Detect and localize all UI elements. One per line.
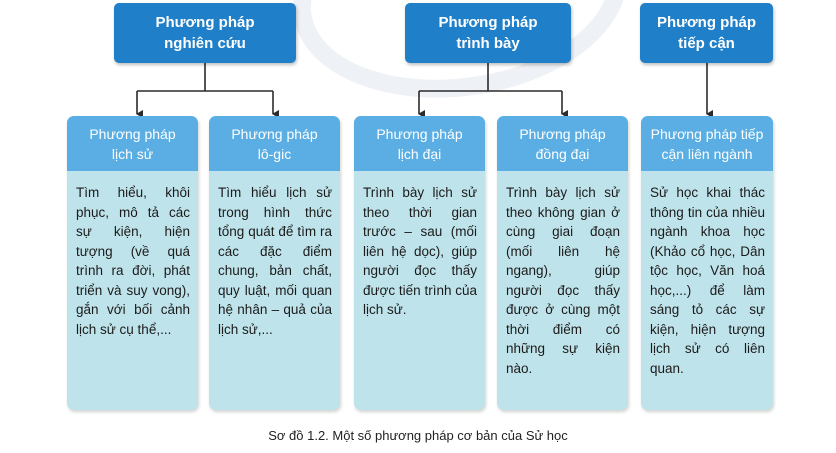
card-body-text: Trình bày lịch sử theo không gian ở cùng giai đoạn (mối liên hệ ngang), giúp người đọc thấy được ở cùng một thời điểm có những sự kiện nào. bbox=[506, 185, 620, 376]
card-lich-su bbox=[67, 116, 198, 410]
figure-caption: Sơ đồ 1.2. Một số phương pháp cơ bản của Sử học bbox=[268, 428, 568, 443]
top-box-tiep-can: Phương pháp tiếp cận bbox=[640, 3, 773, 63]
top-box-trinh-bay: Phương pháp trình bày bbox=[405, 3, 571, 63]
card-lien-nganh bbox=[641, 116, 773, 410]
card-body-text: Sử học khai thác thông tin của nhiều ngành khoa học (Khảo cổ học, Dân tộc học, Văn hoá học,...) để làm sáng tỏ các sự kiện, hiện tượng lịch sử có liên quan. bbox=[650, 185, 765, 376]
card-title: Phương pháp lô-gic bbox=[209, 116, 340, 171]
card-title: Phương pháp lịch sử bbox=[67, 116, 198, 171]
card-body-text: Trình bày lịch sử theo thời gian trước – sau (mối liên hệ dọc), giúp người đọc thấy được tiến trình của lịch sử. bbox=[363, 185, 477, 317]
card-lich-dai bbox=[354, 116, 485, 410]
card-dong-dai bbox=[497, 116, 628, 410]
card-body-text: Tìm hiểu, khôi phục, mô tả các sự kiện, hiện tượng (về quá trình ra đời, phát triển và suy vong), gắn với bối cảnh lịch sử cụ thể,... bbox=[76, 185, 190, 337]
card-body-text: Tìm hiểu lịch sử trong hình thức tổng quát để tìm ra các đặc điểm chung, bản chất, quy luật, mối quan hệ nhân – quả của lịch sử,... bbox=[218, 185, 332, 337]
card-title: Phương pháp đồng đại bbox=[497, 116, 628, 171]
card-lo-gic bbox=[209, 116, 340, 410]
top-box-nghien-cuu: Phương pháp nghiên cứu bbox=[114, 3, 296, 63]
card-title: Phương pháp lịch đại bbox=[354, 116, 485, 171]
card-title: Phương pháp tiếp cận liên ngành bbox=[641, 116, 773, 171]
